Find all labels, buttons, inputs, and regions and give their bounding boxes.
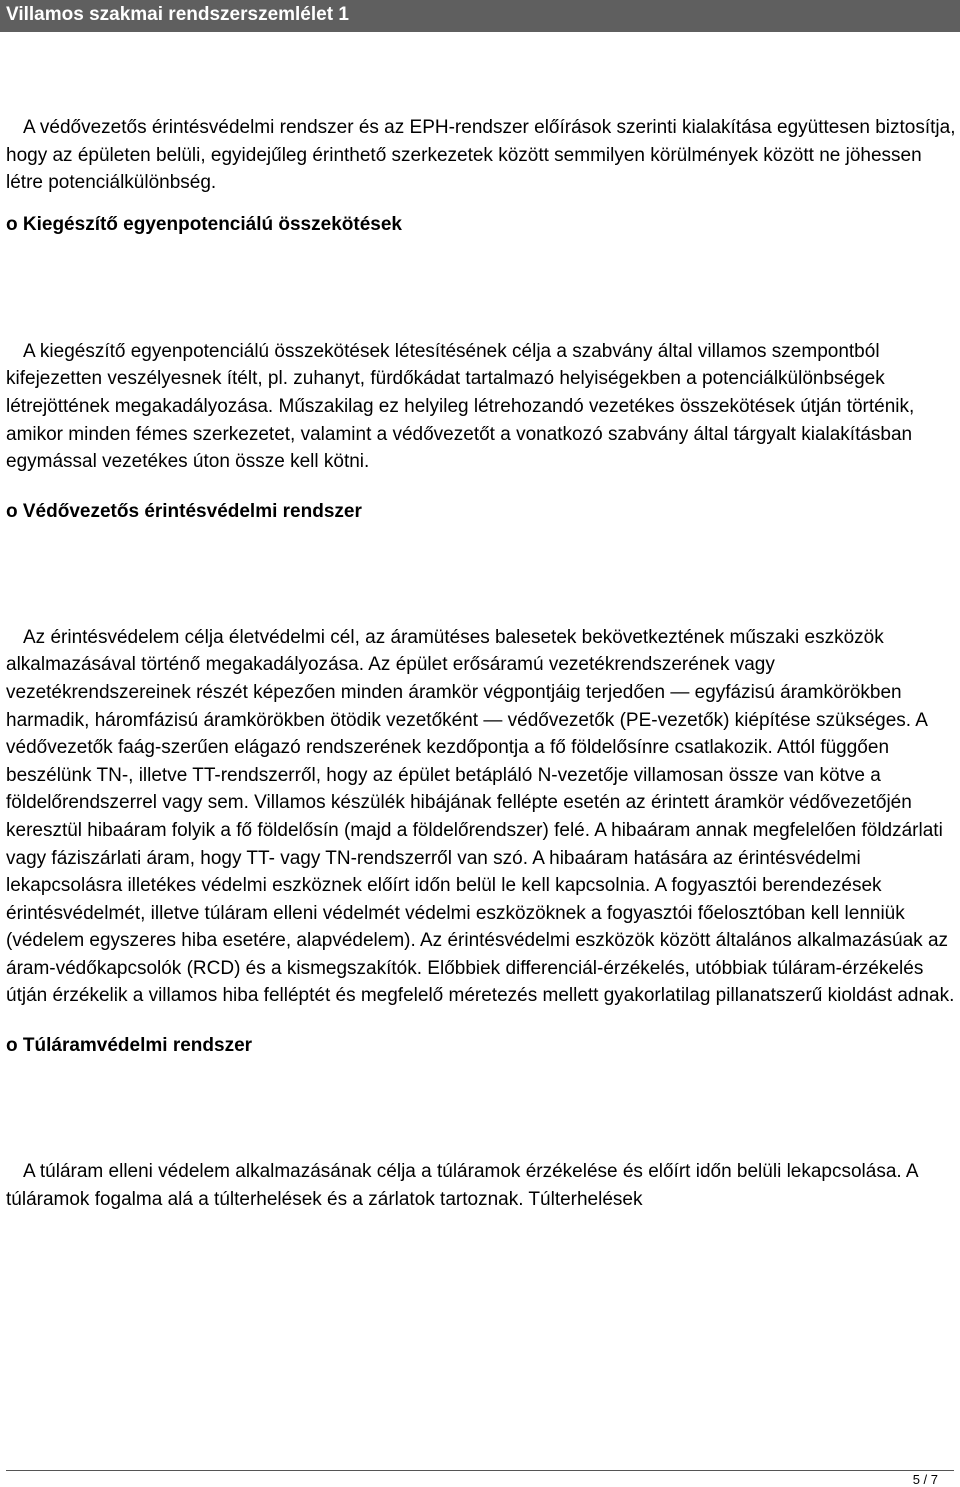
footer-divider: [6, 1470, 954, 1471]
paragraph-tularam: A túláram elleni védelem alkalmazásának célja a túláramok érzékelése és előírt időn belüli lekapcsolása. A túláramok fogalma alá a túlterhelések és a zárlatok tartoznak. Túlterhelések: [6, 1161, 918, 1210]
intro-paragraph: A védővezetős érintésvédelmi rendszer és az EPH-rendszer előírások szerinti kialakítása együttesen biztosítja, hogy az épületen belüli, egyidejűleg érinthető szerkezetek között semmilyen körülmények között ne jöhessen létre potenciálkülönbség.: [6, 117, 956, 194]
paragraph-kiegeszito: A kiegészítő egyenpotenciálú összekötések létesítésének célja a szabvány által villamos szempontból kifejezetten veszélyesnek ítélt, pl. zuhanyt, fürdőkádat tartalmazó helyiségekben a potenciálkülönbségek létrejöttének megakadályozása. Műszakilag ez helyileg létrehozandó vezetékes összekötések útján történik, amikor minden fémes szerkezetet, valamint a védővezetőt a vonatkozó szabvány által tárgyalt kialakításban egymással vezetékes úton össze kell kötni.: [6, 340, 915, 473]
section-heading-kiegeszito: o Kiegészítő egyenpotenciálú összekötések: [6, 213, 402, 235]
section-heading-vedovezetos: o Védővezetős érintésvédelmi rendszer: [6, 500, 362, 522]
document-header-bar: [0, 0, 960, 32]
paragraph-vedovezetos: Az érintésvédelem célja életvédelmi cél, az áramütéses balesetek bekövetkeztének műszaki eszközök alkalmazásával történő megakadályozása. Az épület erősáramú vezetékrendszerének vagy vezetékrendszereinek részét képezően minden áramkör végpontjáig terjedően — egyfázisú áramkörökben harmadik, háromfázisú áramkörökben ötödik vezetőként — védővezetők (PE-vezetők) kiépítése szükséges. A védővezetők faág-szerűen elágazó rendszerének kezdőpontja a fő földelősínre csatlakozik. Attól függően beszélünk TN-, illetve TT-rendszerről, hogy az épület betápláló N-vezetője villamosan össze van kötve a földelőrendszerrel vagy sem. Villamos készülék hibájának fellépte esetén az érintett áramkör védővezetőjén keresztül hibaáram folyik a fő földelősín (majd a földelőrendszer) felé. A hibaáram annak megfelelően földzárlati vagy fáziszárlati áram, hogy TT- vagy TN-rendszerről van szó. A hibaáram hatására az érintésvédelmi lekapcsolásra illetékes védelmi eszköznek előírt időn belül le kell kapcsolnia. A fogyasztói berendezések érintésvédelmét, illetve túláram elleni védelmét védelmi eszközöknek a fogyasztói főelosztóban kell lenniük (védelem egyszeres hiba esetére, alapvédelem). Az érintésvédelmi eszközök között általános alkalmazásúak az áram-védőkapcsolók (RCD) és a kismegszakítók. Előbbiek differenciál-érzékelés, utóbbiak túláram-érzékelés útján érzékelik a villamos hiba felléptét és megfelelő méretezés mellett gyakorlatilag pillanatszerű kioldást adnak.: [6, 626, 955, 1007]
document-body: [6, 114, 956, 1213]
section-heading-tularam: o Túláramvédelmi rendszer: [6, 1035, 253, 1057]
page-number: 5 / 7: [912, 1472, 938, 1487]
document-title: Villamos szakmai rendszerszemlélet 1: [6, 4, 349, 25]
